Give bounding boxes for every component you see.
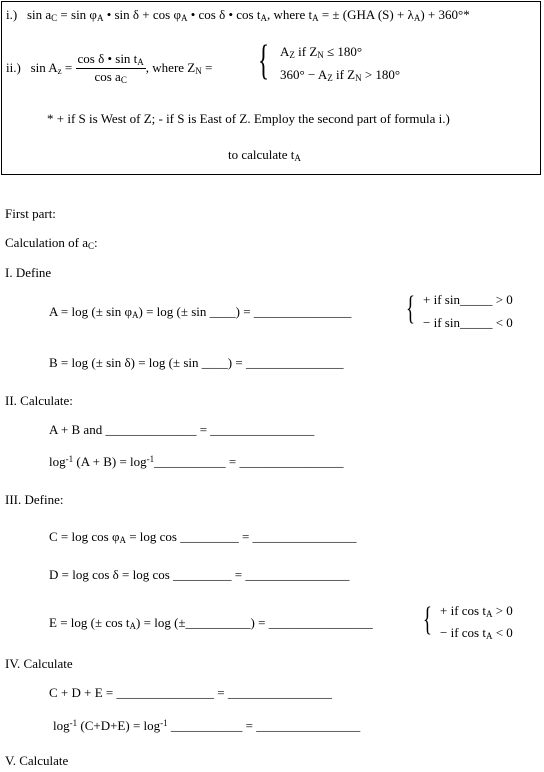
- f2-where: , where Z: [145, 59, 196, 75]
- f1-mid2: • cos δ • cos t: [187, 7, 261, 22]
- sec4-l2c: ___________ = ________________: [167, 718, 361, 733]
- f1-sub2: A: [180, 13, 188, 23]
- sec1-heading: I. Define: [5, 265, 52, 280]
- sec4-l2b: (C+D+E) = log: [77, 718, 161, 733]
- first-part-heading: First part:: [5, 206, 56, 221]
- sec3-c2b: < 0: [492, 625, 513, 640]
- sec3-heading: III. Define:: [5, 492, 64, 507]
- sec4-l2sup2: -1: [160, 718, 168, 728]
- sec4-line2: [53, 718, 360, 734]
- f2-where-sub: N: [195, 65, 202, 76]
- f2-c2b: if Z: [332, 67, 356, 82]
- sec1-a-2: ) = log (± sin ____) = _______________: [138, 304, 352, 319]
- sec1-a-sub: A: [132, 310, 139, 320]
- f1-where-sub: A: [312, 13, 319, 23]
- sec3-c2-sub: A: [485, 631, 493, 641]
- sec1-case2: − if sin_____ < 0: [423, 315, 513, 330]
- f2-c1a: A: [280, 44, 290, 59]
- f2-brace: {: [258, 38, 270, 84]
- sec3-brace: {: [423, 601, 432, 638]
- calc-ac-text: Calculation of a: [5, 235, 89, 250]
- f2-lhs-sub: z: [57, 65, 62, 76]
- sec2-l2a: log: [49, 454, 66, 469]
- sec3-c2a: − if cos t: [440, 625, 486, 640]
- f2-fraction: [76, 52, 146, 86]
- note-line-2-sub: A: [294, 153, 301, 163]
- f2-case2: [280, 68, 400, 83]
- formula-i-label: i.): [6, 7, 18, 22]
- f2-c2b-sub: N: [355, 73, 362, 83]
- f2-c2a: 360° − A: [280, 67, 328, 82]
- f1-eq1: = sin φ: [57, 7, 97, 22]
- f1-rhs1: = ± (GHA (S) + λ: [318, 7, 414, 22]
- f1-rhs-sub: A: [413, 13, 421, 23]
- sec2-line2: [49, 454, 344, 470]
- sec2-l2b: (A + B) = log: [73, 454, 147, 469]
- f2-num-sub: A: [137, 57, 144, 67]
- sec1-case1: + if sin_____ > 0: [423, 292, 513, 307]
- sec2-line1: A + B and ______________ = ________________: [49, 422, 315, 437]
- sec3-d-line: D = log cos δ = log cos _________ = ________________: [49, 567, 350, 582]
- sec4-line1: C + D + E = _______________ = ________________: [49, 685, 332, 700]
- f2-den: cos a: [94, 69, 121, 85]
- sec3-e-b: ) = log (±__________) = ________________: [136, 615, 373, 630]
- note-line-1: * + if S is West of Z; - if S is East of Z. Employ the second part of formula i.): [47, 111, 450, 126]
- f1-sub1: A: [96, 13, 104, 23]
- sec2-heading: II. Calculate:: [5, 393, 73, 408]
- f2-c2a-sub: Z: [327, 73, 333, 83]
- note-line-2: [228, 148, 301, 163]
- f1-mid1: • sin δ + cos φ: [103, 7, 181, 22]
- formula-i: [6, 8, 470, 23]
- sec3-c-line: [49, 530, 357, 545]
- calc-ac-sub: C: [88, 241, 95, 251]
- sec1-a-1: A = log (± sin φ: [49, 304, 133, 319]
- sec3-c1a: + if cos t: [440, 603, 486, 618]
- f2-c1b: if Z: [294, 44, 318, 59]
- sec3-case1: [440, 604, 513, 619]
- sec3-c-sub: A: [119, 535, 126, 545]
- calc-ac-colon: :: [94, 235, 98, 250]
- f2-c1b-sub: N: [317, 50, 324, 60]
- sec3-c1-sub: A: [485, 609, 493, 619]
- f2-num: cos δ • sin t: [77, 51, 138, 66]
- f2-eq: =: [61, 59, 76, 75]
- f1-lhs-sub: C: [51, 13, 58, 23]
- sec4-l2a: log: [53, 718, 70, 733]
- sec2-l2c: ___________ = ________________: [154, 454, 344, 469]
- formula-ii-label: ii.): [6, 59, 21, 75]
- f1-lhs: sin a: [26, 7, 52, 22]
- sec3-case2: [440, 626, 513, 641]
- sec3-c-b: = log cos _________ = ________________: [125, 529, 357, 544]
- f2-c2c: > 180°: [361, 67, 401, 82]
- sec3-e-sub: A: [129, 621, 137, 631]
- f2-case1: [280, 45, 362, 60]
- f2-c1c: ≤ 180°: [323, 44, 363, 59]
- sec5-heading: V. Calculate: [5, 753, 69, 768]
- f2-den-sub: C: [120, 75, 127, 86]
- sec1-b-line: B = log (± sin δ) = log (± sin ____) = _______________: [49, 355, 344, 370]
- sec1-brace: {: [406, 290, 415, 327]
- sec4-l2sup: -1: [69, 718, 78, 728]
- calc-ac-heading: [5, 236, 98, 251]
- sec1-a-line: [49, 305, 351, 320]
- f1-rhs2: ) + 360°*: [420, 7, 470, 22]
- sec3-e-a: E = log (± cos t: [49, 615, 130, 630]
- f1-sub3: A: [260, 13, 267, 23]
- sec3-c-a: C = log cos φ: [49, 529, 120, 544]
- sec4-heading: IV. Calculate: [5, 656, 73, 671]
- sec3-e-line: [49, 616, 373, 631]
- f2-where-eq: =: [201, 59, 213, 75]
- f2-lhs: sin A: [30, 59, 58, 75]
- sec2-l2sup: -1: [65, 454, 74, 464]
- f1-where: , where t: [266, 7, 313, 22]
- sec3-c1b: > 0: [492, 603, 513, 618]
- sec2-l2sup2: -1: [146, 454, 155, 464]
- formula-ii: [6, 52, 212, 86]
- note-line-2-text: to calculate t: [228, 147, 295, 162]
- f2-c1a-sub: Z: [289, 50, 295, 60]
